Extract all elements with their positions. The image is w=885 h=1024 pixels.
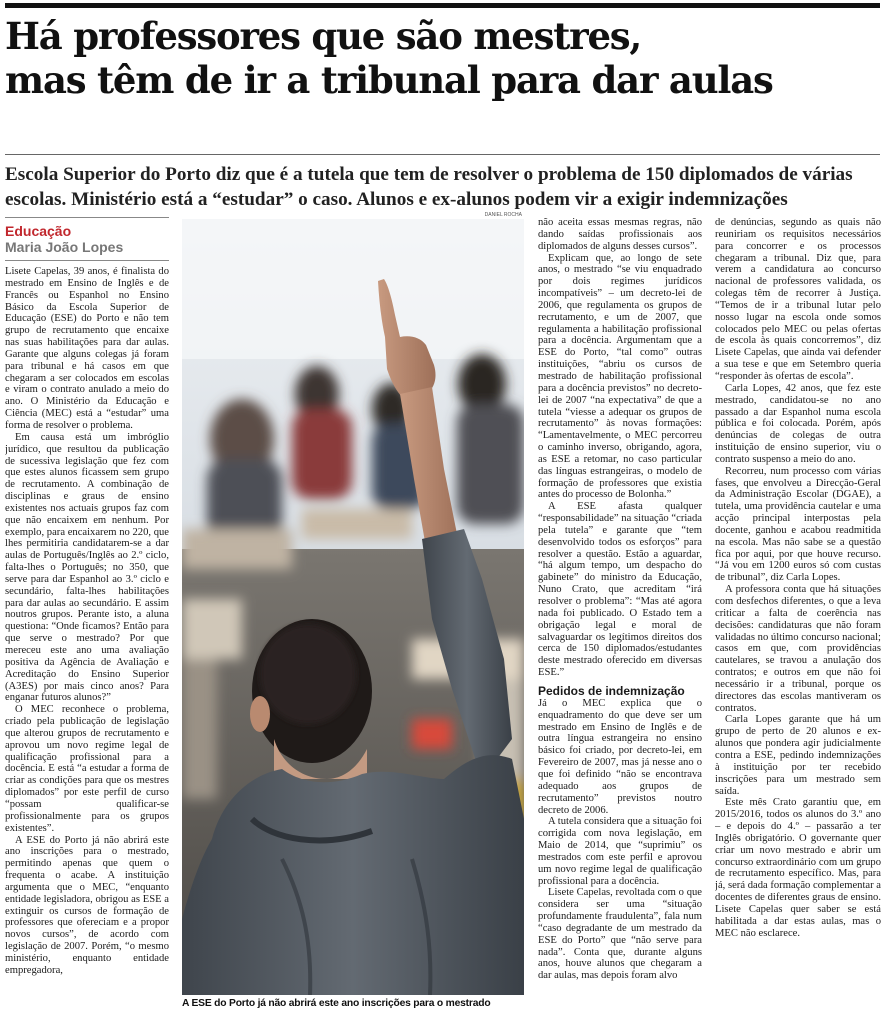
paragraph: Carla Lopes garante que há um grupo de perto de 20 alunos e ex-alunos que pondera agir judicialmente contra a ESE, pedindo indemnizações à instituição por ter recebido inscrições para um mestrado sem saída. bbox=[715, 714, 881, 797]
paragraph: Já o MEC explica que o enquadramento do que deve ser um mestrado em Ensino de Inglês e de outra língua estrangeira no ensino básico foi criado, por decreto-lei, em Fevereiro de 2007, mas já nesse ano o que foi definido “não se encontrava adequado aos grupos de recrutamento” previstos noutro decreto de 2006. bbox=[538, 697, 702, 816]
paragraph: O MEC reconhece o problema, criado pela publicação de legislação que alterou grupos de recrutamento e aprovou um novo regime legal de qualificação profissional para a docência. E está “a estudar a forma de criar as condições para que os mestres diplomados” por este perfil de curso “possam qualificar-se profissionalmente para os grupos existentes”. bbox=[5, 704, 169, 834]
paragraph: Este mês Crato garantiu que, em 2015/2016, todos os alunos do 3.º ano – e depois do 4.º – passarão a ter Inglês obrigatório. O governante quer criar um novo mestrado e abrir um concurso extraordinário com um grupo de recrutamento específico. Mas, para já, será dada formação complementar a docentes de diferentes graus de ensino. Lisete Capelas quer saber se está habilitada a dar estas aulas, mas o MEC não esclarece. bbox=[715, 797, 881, 939]
subsection-heading: Pedidos de indemnização bbox=[538, 683, 685, 698]
subheadline-line-2: escolas. Ministério está a “estudar” o caso. Alunos e ex-alunos podem vir a exigir indemnizações bbox=[5, 189, 788, 210]
article-column-3 bbox=[715, 217, 881, 1018]
paragraph: A ESE do Porto já não abrirá este ano inscrições para o mestrado, permitindo apenas que quem o frequenta o acabe. A instituição argumenta que o MEC, “enquanto entidade legisladora, obrigou as ESE a extinguir os cursos de formação de professores que ofereciam e a propor novos cursos”, de acordo com legislação de 2007. Porém, “o mesmo ministério, enquanto entidade empregadora, bbox=[5, 834, 169, 976]
paragraph: Carla Lopes, 42 anos, que fez este mestrado, candidatou-se no ano passado a dar Espanhol numa escola pública e foi colocada. Porém, após denúncias de colegas de outra instituição de ensino superior, viu o contrato suspenso a meio do ano. bbox=[715, 382, 881, 465]
article-column-1 bbox=[5, 266, 169, 1018]
classroom-photo bbox=[182, 219, 524, 995]
headline-divider bbox=[5, 154, 880, 155]
classroom-raised-hand-image bbox=[182, 219, 524, 995]
paragraph: Recorreu, num processo com várias fases, que envolveu a Direcção-Geral da Administração Escolar (DGAE), a tutela, uma providência cautelar e uma acção principal interpostas pela docente, ganhou e acabou readmitida na escola. Mas não sabe se a questão fica por aqui, por que houve recurso. “Já vou em 1200 euros só com custas de tribunal”, diz Carla Lopes. bbox=[715, 465, 881, 584]
subheadline bbox=[5, 162, 885, 212]
paragraph: A professora conta que há situações com desfechos diferentes, o que a leva criticar a falta de coerência nas decisões: candidaturas que não foram validadas no último concurso nacional; casos em que, com providências cautelares, se travou a anulação dos contratos; e outros em que não foi necessário ir a tribunal, porque os directores das escolas mantiveram os contratos. bbox=[715, 584, 881, 714]
headline bbox=[5, 14, 885, 102]
paragraph: A tutela considera que a situação foi corrigida com nova legislação, em Maio de 2014, que “suprimiu” os mestrados com este perfil e aprovou um novo regime legal de qualificação profissional para a docência. bbox=[538, 816, 702, 887]
paragraph: Explicam que, ao longo de sete anos, o mestrado “se viu enquadrado por dois regimes jurídicos incompatíveis” – um decreto-lei de 2006, que regulamenta os grupos de recrutamento, e um de 2007, que regulamenta a habilitação profissional para a docência. Argumentam que a ESE do Porto, “tal como” outras instituições, “abriu os cursos de mestrado de habilitação profissional para a docência previstos” no decreto-lei de 2007 “na expectativa” de que a tutela “viesse a adequar os grupos de recrutamento” às novas formações: “Lamentavelmente, o MEC percorreu o caminho inverso, obrigando, agora, as ESE a retomar, no caso particular das línguas estrangeiras, o modelo de formação de professores que existia antes do processo de Bolonha.” bbox=[538, 252, 702, 501]
paragraph: não aceita essas mesmas regras, não dando saídas profissionais aos diplomados de alguns desses cursos”. bbox=[538, 217, 702, 252]
headline-line-1: Há professores que são mestres, bbox=[5, 14, 642, 58]
photo-credit: DANIEL ROCHA bbox=[484, 212, 522, 218]
paragraph: Lisete Capelas, revoltada com o que considera ser uma “situação profundamente fraudulenta”, fala num “caso degradante de um mestrado da ESE do Porto” que “não serve para nada”. Conta que, durante alguns anos, houve alunos que chegaram a dar aulas, mas depois foram alvo bbox=[538, 887, 702, 982]
section-divider bbox=[5, 217, 169, 218]
headline-line-2: mas têm de ir a tribunal para dar aulas bbox=[5, 58, 773, 102]
photo-caption: A ESE do Porto já não abrirá este ano inscrições para o mestrado bbox=[182, 998, 491, 1009]
paragraph: de denúncias, segundo as quais não reuniriam os requisitos necessários para concorrer e os processos chegaram a tribunal. Diz que, para verem a candidatura ao concurso nacional de professores validada, os colegas têm de recorrer à Justiça. “Temos de ir a tribunal lutar pelo nosso lugar na escola onde somos colocados pelo MEC ou pelas ofertas de escola às quais concorremos”, diz Lisete Capelas, que ainda vai defender a sua tese e que em Setembro queria “responder às ofertas de escola”. bbox=[715, 217, 881, 382]
author-divider bbox=[5, 260, 169, 261]
top-rule bbox=[5, 3, 880, 8]
article-column-2 bbox=[538, 217, 702, 1018]
section-label: Educação bbox=[5, 223, 72, 239]
author-name: Maria João Lopes bbox=[5, 239, 124, 255]
paragraph: A ESE afasta qualquer “responsabilidade” na situação “criada pela tutela” e garante que “tem desenvolvido todos os esforços” para resolver a questão. Estão a aguardar, “há algum tempo, um despacho do gabinete” do ministro da Educação, Nuno Crato, que acreditam “irá resolver o problema”: “Mas até agora nada foi publicado. O Estado tem a obrigação legal e moral de salvaguardar os legítimos direitos dos cerca de 150 diplomados/estudantes deste mestrado oferecido em diversas ESE.” bbox=[538, 501, 702, 679]
paragraph: Lisete Capelas, 39 anos, é finalista do mestrado em Ensino de Inglês e de Francês ou Espanhol no Ensino Básico da Escola Superior de Educação (ESE) do Porto e não tem grupo de recrutamento que encaixe nas suas habilitações para dar aulas. Garante que alguns colegas já foram para tribunal e há casos em que chegaram a ser colocados em escolas e viram o contrato anulado a meio do ano. O Ministério da Educação e Ciência (MEC) está a “estudar” uma forma de resolver o problema. bbox=[5, 266, 169, 431]
subheadline-line-1: Escola Superior do Porto diz que é a tutela que tem de resolver o problema de 150 diplomados de várias bbox=[5, 164, 853, 185]
paragraph: Em causa está um imbróglio jurídico, que resultou da publicação de sucessiva legislação que fez com que estes alunos ficassem sem grupo de recrutamento. A combinação de disciplinas e graus de ensino existentes nos actuais grupos faz com que não encaixem em nenhum. Por exemplo, para encaixarem no 220, que lhes permitiria candidatarem-se a dar aulas de Português/Inglês ao 2.º ciclo, falta-lhes o Português; no 350, que serve para dar Espanhol ao 3.º ciclo e secundário, falta-lhes habilitações para dar aulas ao secundário. E assim noutros grupos. Perante isto, a aluna questiona: “Onde ficamos? Então para que serve o mestrado? Por que mereceu este ano uma avaliação positiva da Agência de Avaliação e Acreditação do Ensino Superior (A3ES) por mais cinco anos? Para enganar futuros alunos?” bbox=[5, 431, 169, 704]
